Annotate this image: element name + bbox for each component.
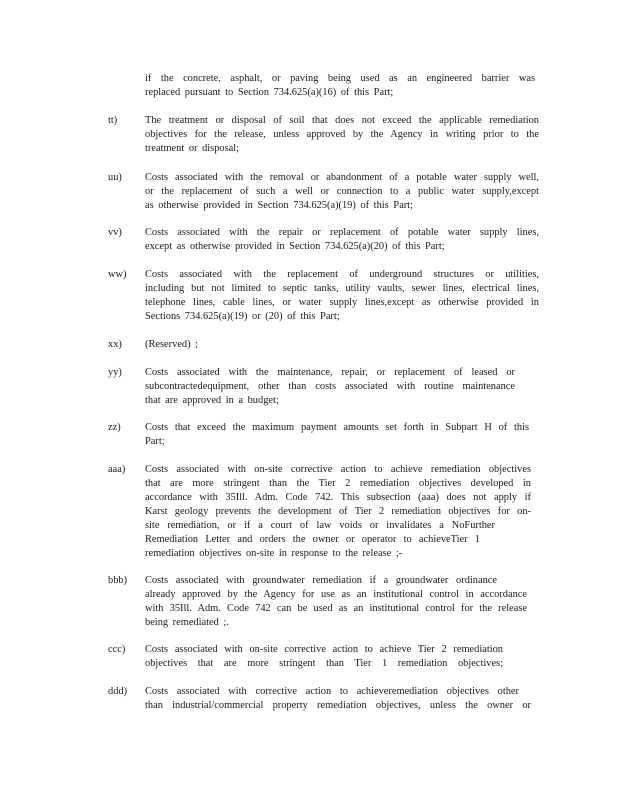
item-label: bbb) xyxy=(108,575,128,586)
text-line: site remediation, or if a court of law voids or invalidates a NoFurther xyxy=(145,520,495,531)
text-line: or the replacement of such a well or connection to a public water supply,except xyxy=(145,186,539,197)
text-line: remediation objectives on-site in response to the release ;- xyxy=(145,548,403,559)
text-line: Costs associated with the repair or replacement of potable water supply lines, xyxy=(145,227,539,238)
item-text xyxy=(145,574,527,630)
text-line: than industrial/commercial property remediation objectives, unless the owner or xyxy=(145,700,531,711)
text-line: accordance with 35Ill. Adm. Code 742. This subsection (aaa) does not apply if xyxy=(145,492,531,503)
text-line: treatment or disposal; xyxy=(145,143,240,154)
text-line: Costs that exceed the maximum payment amounts set forth in Subpart H of this xyxy=(145,422,529,433)
text-line: already approved by the Agency for use as an institutional control in accordance xyxy=(145,589,527,600)
text-line: being remediated ;. xyxy=(145,617,229,628)
text-line: including but not limited to septic tanks, utility vaults, sewer lines, electrical lines, xyxy=(145,283,539,294)
item-text xyxy=(145,366,515,408)
text-line: (Reserved) ; xyxy=(145,339,199,350)
continued-paragraph xyxy=(145,72,535,100)
text-line: Costs associated with the maintenance, repair, or replacement of leased or xyxy=(145,367,515,378)
item-label: ww) xyxy=(108,269,127,280)
text-line: objectives that are more stringent than Tier 1 remediation objectives; xyxy=(145,658,503,669)
text-line: Karst geology prevents the development of Tier 2 remediation objectives for on- xyxy=(145,506,531,517)
item-label: ddd) xyxy=(108,686,128,697)
item-text xyxy=(145,643,503,671)
text-line: if the concrete, asphalt, or paving being used as an engineered barrier was xyxy=(145,73,535,84)
item-text xyxy=(145,114,539,156)
text-line: with 35Ill. Adm. Code 742 can be used as an institutional control for the release xyxy=(145,603,527,614)
text-line: Costs associated with groundwater remediation if a groundwater ordinance xyxy=(145,575,497,586)
item-text xyxy=(145,171,539,213)
item-text xyxy=(145,268,539,324)
item-text xyxy=(145,685,531,713)
text-line: Costs associated with the removal or abandonment of a potable water supply well, xyxy=(145,172,539,183)
text-line: objectives for the release, unless approved by the Agency in writing prior to the xyxy=(145,129,539,140)
text-line: Costs associated with corrective action to achieveremediation objectives other xyxy=(145,686,519,697)
item-text xyxy=(145,338,539,352)
text-line: The treatment or disposal of soil that does not exceed the applicable remediation xyxy=(145,115,539,126)
item-text xyxy=(145,421,529,449)
text-line: Costs associated with on-site corrective action to achieve Tier 2 remediation xyxy=(145,644,503,655)
item-label: yy) xyxy=(108,367,122,378)
text-line: telephone lines, cable lines, or water supply lines,except as otherwise provided in xyxy=(145,297,539,308)
item-label: xx) xyxy=(108,339,122,350)
item-text xyxy=(145,463,531,561)
text-line: Part; xyxy=(145,436,165,447)
item-label: uu) xyxy=(108,172,122,183)
text-line: replaced pursuant to Section 734.625(a)(16) of this Part; xyxy=(145,87,394,98)
text-line: Costs associated with the replacement of underground structures or utilities, xyxy=(145,269,539,280)
item-label: vv) xyxy=(108,227,122,238)
item-label: tt) xyxy=(108,115,118,126)
text-line: that are approved in a budget; xyxy=(145,395,279,406)
text-line: Costs associated with on-site corrective action to achieve remediation objectives xyxy=(145,464,531,475)
item-label: zz) xyxy=(108,422,121,433)
text-line: as otherwise provided in Section 734.625(a)(19) of this Part; xyxy=(145,200,413,211)
text-line: that are more stringent than the Tier 2 remediation objectives developed in xyxy=(145,478,531,489)
item-label: ccc) xyxy=(108,644,126,655)
item-text xyxy=(145,226,539,254)
text-line: subcontractedequipment, other than costs associated with routine maintenance xyxy=(145,381,515,392)
item-label: aaa) xyxy=(108,464,126,475)
text-line: Remediation Letter and orders the owner or operator to achieveTier 1 xyxy=(145,534,480,545)
text-line: except as otherwise provided in Section 734.625(a)(20) of this Part; xyxy=(145,241,445,252)
text-line: Sections 734.625(a)(19) or (20) of this Part; xyxy=(145,311,340,322)
